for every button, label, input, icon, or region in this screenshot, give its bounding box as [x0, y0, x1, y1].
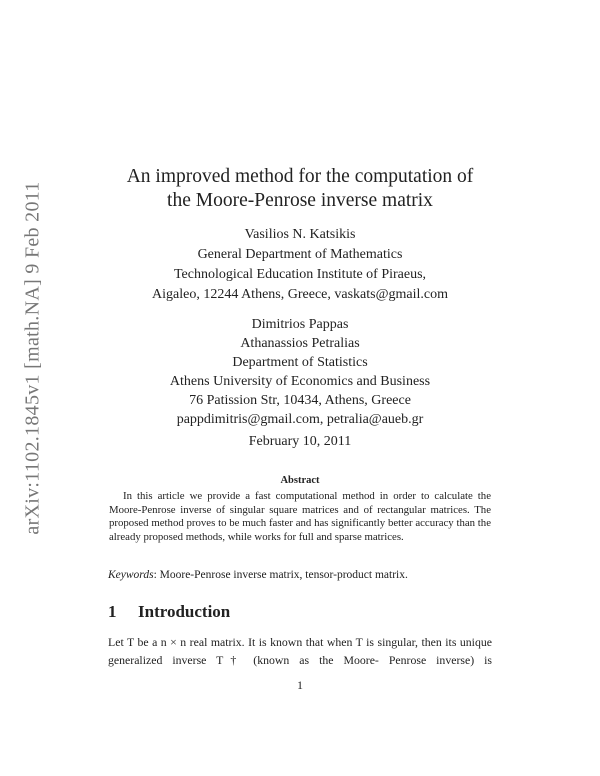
title-line: An improved method for the computation of [126, 166, 474, 187]
author-line: pappdimitris@gmail.com, petralia@aueb.gr [176, 412, 424, 427]
paper-title [0, 165, 600, 213]
author-line: Department of Statistics [232, 355, 368, 370]
section-heading [108, 602, 230, 622]
keywords-text: : Moore-Penrose inverse matrix, tensor-product matrix. [153, 569, 408, 581]
body-text: Let T be a n × n real matrix. It is known that when T is singular, then its unique generalized inverse T† (known as the Moore- Penrose inverse) is [108, 635, 492, 667]
abstract-text: In this article we provide a fast computational method in order to calculate the Moore-Penrose inverse of singular square matrices and of rectangular matrices. The proposed method proves to be much faster and has significantly better accuracy than the already proposed methods, while works for full and sparse matrices. [109, 490, 491, 543]
arxiv-stamp: arXiv:1102.1845v1 [math.NA] 9 Feb 2011 [21, 181, 44, 535]
author-line: Athanassios Petralias [240, 336, 360, 351]
abstract-heading: Abstract [280, 475, 320, 486]
date: February 10, 2011 [248, 434, 352, 449]
keywords [108, 569, 408, 581]
author-line: 76 Patission Str, 10434, Athens, Greece [189, 393, 411, 408]
keywords-label: Keywords [108, 569, 154, 581]
author-line: General Department of Mathematics [197, 247, 403, 262]
author-block-1 [0, 225, 600, 305]
author-line: Dimitrios Pappas [251, 317, 349, 332]
page-number: 1 [297, 678, 303, 692]
title-line: the Moore-Penrose inverse matrix [167, 190, 433, 211]
section-title: Introduction [138, 602, 231, 621]
section-number: 1 [108, 602, 117, 621]
author-block-2 [0, 315, 600, 429]
author-line: Aigaleo, 12244 Athens, Greece, vaskats@gmail.com [152, 287, 448, 302]
author-line: Athens University of Economics and Business [169, 374, 431, 389]
author-line: Technological Education Institute of Piraeus, [173, 267, 427, 282]
author-line: Vasilios N. Katsikis [244, 227, 356, 242]
